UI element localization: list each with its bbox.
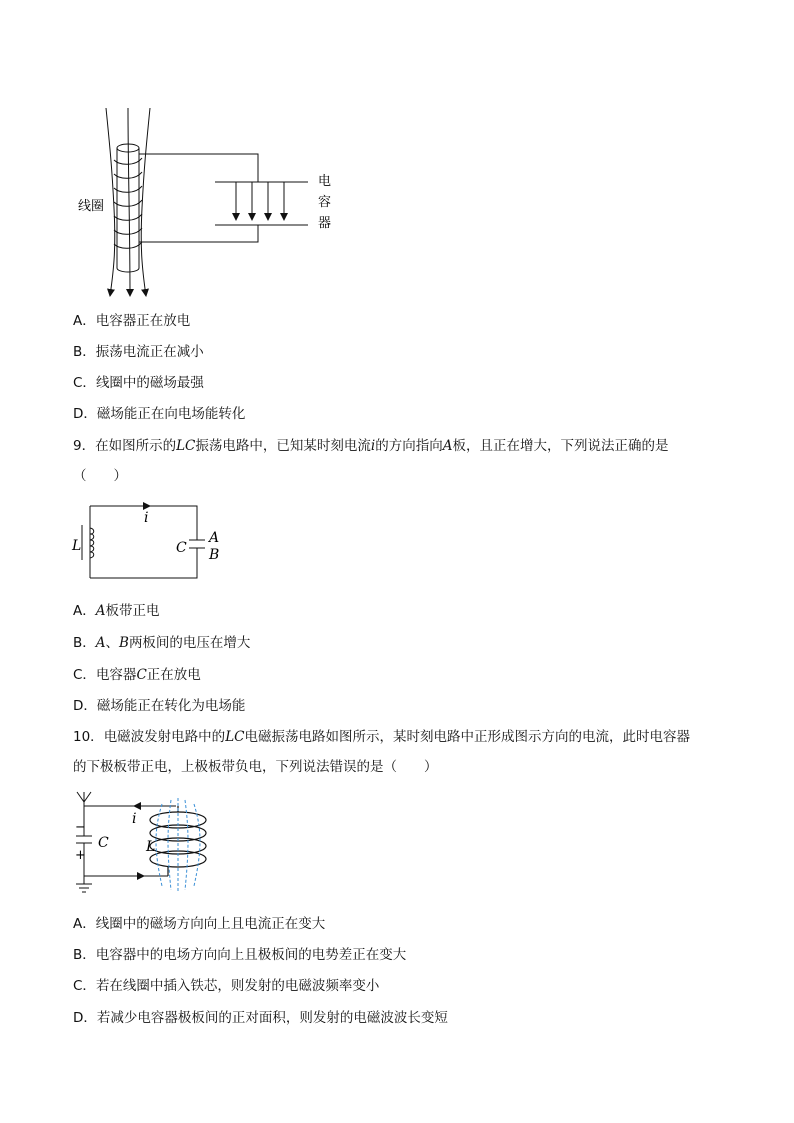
q10-label-minus: − xyxy=(75,820,86,835)
q10-label-c: C xyxy=(98,835,109,851)
q10-text: 电磁波发射电路中的 xyxy=(103,729,226,745)
cap-label-3: 器 xyxy=(318,216,332,231)
q8-option-letter: D． xyxy=(73,406,97,422)
q9-number: 9． xyxy=(73,438,96,454)
q9-option-text: 两板间的电压在增大 xyxy=(128,635,251,651)
q10-antenna-circuit-figure xyxy=(70,790,220,900)
q9-stem xyxy=(73,437,668,455)
q9-text: 板，且正在增大，下列说法正确的是 xyxy=(452,438,669,454)
q9-lc-circuit-figure xyxy=(70,500,230,586)
q10-option-d[interactable] xyxy=(73,1009,448,1027)
q10-option-text: 电容器中的电场方向向上且极板间的电势差正在变大 xyxy=(95,947,407,963)
q9-option-c[interactable] xyxy=(73,666,201,684)
q9-option-text: 板带正电 xyxy=(105,603,160,619)
q10-label-l: L xyxy=(146,839,156,855)
q10-label-i: i xyxy=(132,811,137,827)
q10-number: 10． xyxy=(73,729,104,745)
q9-var-a: A xyxy=(95,635,106,651)
q9-label-a: A xyxy=(209,530,220,546)
q10-option-letter: D． xyxy=(73,1010,97,1026)
q9-label-l: L xyxy=(72,538,82,554)
q8-option-text: 振荡电流正在减小 xyxy=(95,344,204,360)
q10-text: 电磁振荡电路如图所示，某时刻电路中正形成图示方向的电流，此时电容器 xyxy=(244,729,690,745)
q10-var-lc: LC xyxy=(225,729,245,745)
cap-label-2: 容 xyxy=(318,195,332,210)
q10-stem-line2: 的下极板带正电，上极板带负电，下列说法错误的是（ ） xyxy=(73,759,438,775)
q8-option-a[interactable] xyxy=(73,312,190,330)
q10-option-letter: C． xyxy=(73,978,96,994)
q8-option-text: 线圈中的磁场最强 xyxy=(95,375,204,391)
q9-var-b: B xyxy=(119,635,129,651)
q9-var-c: C xyxy=(136,667,147,683)
q9-option-text: 磁场能正在转化为电场能 xyxy=(96,698,246,714)
q10-option-text: 若在线圈中插入铁芯，则发射的电磁波频率变小 xyxy=(95,978,380,994)
q9-option-b[interactable] xyxy=(73,634,250,652)
coil-capacitor-figure xyxy=(70,108,350,298)
q10-option-c[interactable] xyxy=(73,977,379,995)
q10-option-b[interactable] xyxy=(73,946,406,964)
q9-text: 在如图所示的 xyxy=(95,438,177,454)
q9-option-text: 正在放电 xyxy=(146,667,201,683)
q10-label-plus: + xyxy=(75,848,86,863)
q9-label-i: i xyxy=(144,510,149,526)
q10-option-a[interactable] xyxy=(73,915,325,933)
q9-option-text: 电容器 xyxy=(95,667,137,683)
q9-label-c: C xyxy=(176,540,187,556)
q9-var-a: A xyxy=(442,438,453,454)
q9-label-b: B xyxy=(209,547,220,563)
q9-var-lc: LC xyxy=(176,438,196,454)
coil-label: 线圈 xyxy=(78,199,105,214)
q8-option-text: 磁场能正在向电场能转化 xyxy=(96,406,246,422)
q9-option-letter: B． xyxy=(73,635,96,651)
q8-option-letter: C． xyxy=(73,375,96,391)
q9-var-i: i xyxy=(370,438,376,454)
q9-answer-paren: （ ） xyxy=(73,468,127,484)
q8-option-d[interactable] xyxy=(73,405,245,423)
q8-option-c[interactable] xyxy=(73,374,204,392)
q9-separator: 、 xyxy=(105,635,120,651)
q9-text: 的方向指向 xyxy=(375,438,443,454)
q9-option-letter: A． xyxy=(73,603,96,619)
q9-option-letter: C． xyxy=(73,667,96,683)
q9-option-letter: D． xyxy=(73,698,97,714)
q10-option-letter: A． xyxy=(73,916,96,932)
q8-option-letter: B． xyxy=(73,344,96,360)
q9-option-d[interactable] xyxy=(73,697,245,715)
q10-stem-line1 xyxy=(73,728,690,746)
q10-option-letter: B． xyxy=(73,947,96,963)
q9-option-a[interactable] xyxy=(73,602,160,620)
q10-option-text: 线圈中的磁场方向向上且电流正在变大 xyxy=(95,916,326,932)
q8-option-letter: A． xyxy=(73,313,96,329)
q10-option-text: 若减少电容器极板间的正对面积，则发射的电磁波波长变短 xyxy=(96,1010,448,1026)
q8-option-text: 电容器正在放电 xyxy=(95,313,191,329)
q9-text: 振荡电路中，已知某时刻电流 xyxy=(195,438,371,454)
q9-var-a: A xyxy=(95,603,106,619)
q8-option-b[interactable] xyxy=(73,343,204,361)
cap-label-1: 电 xyxy=(318,174,332,189)
